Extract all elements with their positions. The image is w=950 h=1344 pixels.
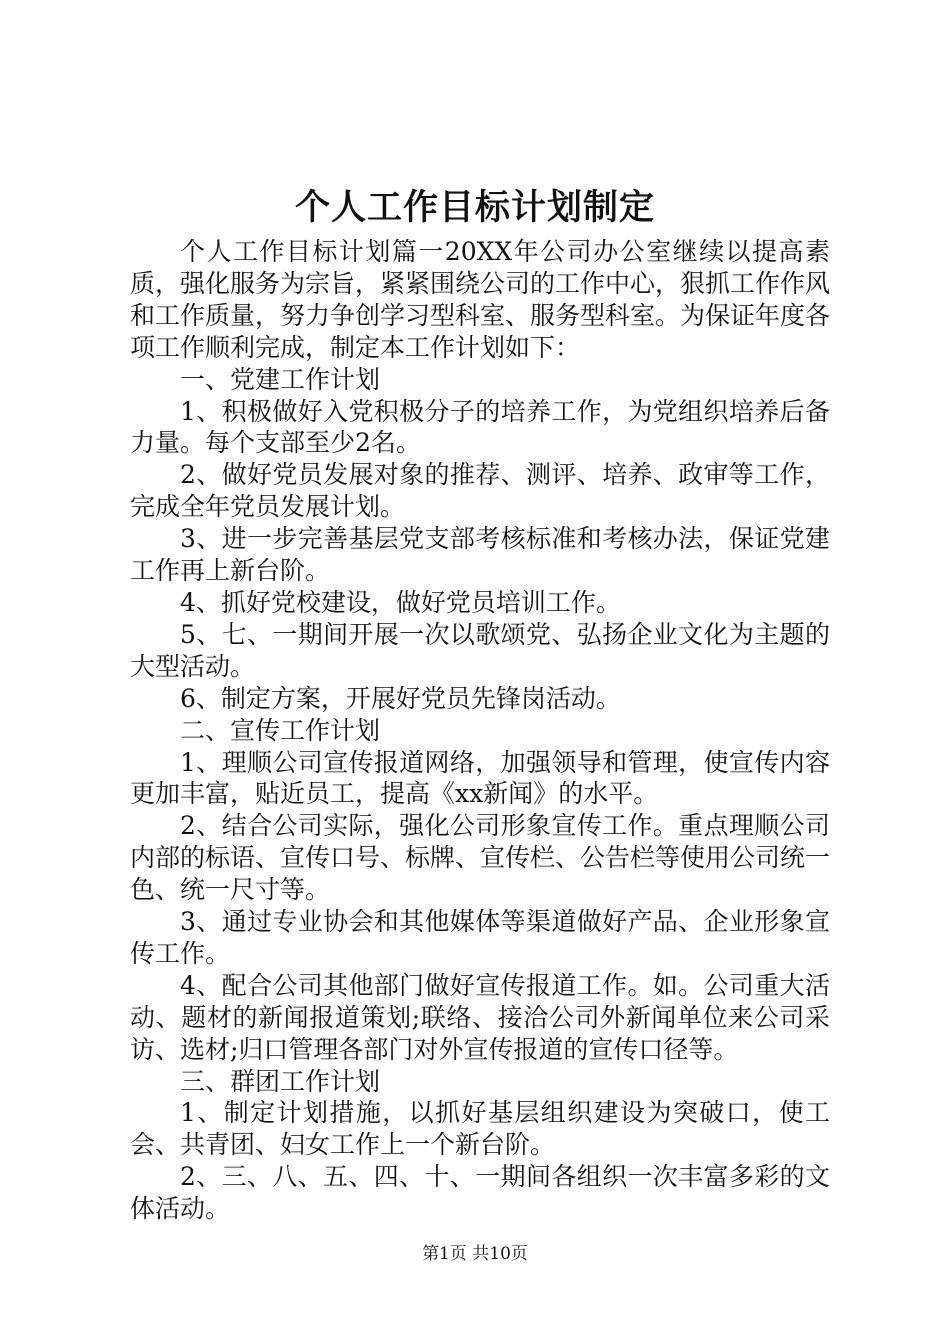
paragraph: 6、制定方案，开展好党员先锋岗活动。: [180, 683, 621, 713]
section-heading-party-building: 一、党建工作计划: [180, 364, 381, 394]
paragraph: 1、理顺公司宣传报道网络，加强领导和管理，使宣传内容更加丰富，贴近员工，提高《xx新闻》的水平。: [130, 747, 830, 809]
paragraph: 1、积极做好入党积极分子的培养工作，为党组织培养后备力量。每个支部至少2名。: [130, 396, 830, 458]
document-title: 个人工作目标计划制定: [294, 187, 655, 228]
paragraph: 2、做好党员发展对象的推荐、测评、培养、政审等工作，完成全年党员发展计划。: [130, 460, 830, 522]
paragraph: 3、通过专业协会和其他媒体等渠道做好产品、企业形象宣传工作。: [130, 907, 830, 968]
paragraph: 4、配合公司其他部门做好宣传报道工作。如。公司重大活动、题材的新闻报道策划;联络、接洽公司外新闻单位来公司采访、选材;归口管理各部门对外宣传报道的宣传口径等。: [130, 970, 830, 1064]
paragraph: 2、结合公司实际，强化公司形象宣传工作。重点理顺公司内部的标语、宣传口号、标牌、宣传栏、公告栏等使用公司统一色、统一尺寸等。: [130, 811, 831, 905]
paragraph: 2、三、八、五、四、十、一期间各组织一次丰富多彩的文体活动。: [130, 1162, 830, 1224]
section-heading-mass-organizations: 三、群团工作计划: [180, 1066, 381, 1096]
paragraph: 1、制定计划措施，以抓好基层组织建设为突破口，使工会、共青团、妇女工作上一个新台阶。: [130, 1098, 830, 1160]
intro-paragraph: 个人工作目标计划篇一20XX年公司办公室继续以提高素质，强化服务为宗旨，紧紧围绕公司的工作中心，狠抓工作作风和工作质量，努力争创学习型科室、服务型科室。为保证年度各项工作顺利完成，制定本工作计划如下：: [130, 237, 831, 362]
section-heading-publicity: 二、宣传工作计划: [180, 715, 381, 745]
paragraph: 3、进一步完善基层党支部考核标准和考核办法，保证党建工作再上新台阶。: [130, 524, 830, 586]
paragraph: 4、抓好党校建设，做好党员培训工作。: [180, 587, 621, 617]
document-body: [130, 236, 830, 1225]
page-number-footer: 第1页 共10页: [422, 1244, 528, 1264]
paragraph: 5、七、一期间开展一次以歌颂党、弘扬企业文化为主题的大型活动。: [130, 619, 830, 681]
